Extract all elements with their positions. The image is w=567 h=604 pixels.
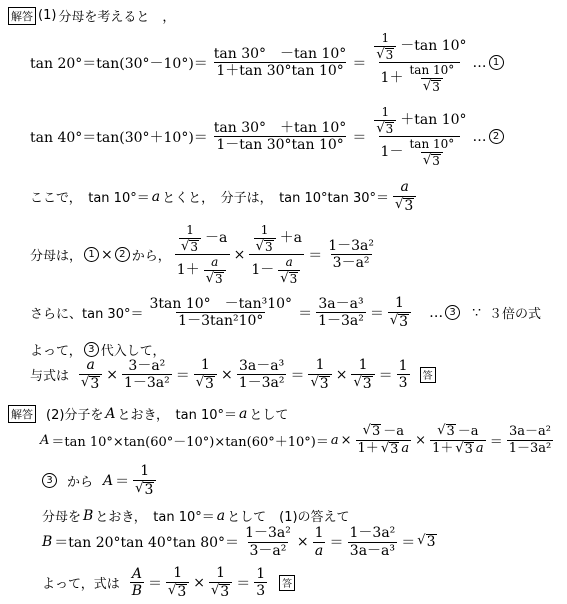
numerator: tan 10° [409, 63, 455, 78]
section2-heading [8, 404, 288, 423]
sqrt: √ 3 [455, 440, 473, 457]
label: 与式は [30, 369, 70, 385]
term: －tan 10° [400, 38, 467, 55]
text: (2)分子を [46, 408, 104, 423]
text: ここで， tan 10°＝ [30, 191, 150, 207]
equals: ＝ [352, 129, 367, 146]
numerator: a [285, 255, 293, 270]
numerator: 1 [173, 565, 183, 581]
denominator [133, 480, 156, 498]
numerator: 1 [358, 357, 368, 373]
numerator: 3－a² [128, 357, 166, 374]
equation-A [40, 424, 555, 456]
expression: ＝tan 20°tan 40°tan 80°＝ [54, 535, 240, 552]
text: 代入して， [100, 344, 166, 359]
denominator: 1－tan 30°tan 10° [216, 137, 344, 154]
fraction [194, 358, 217, 391]
numerator [250, 224, 304, 254]
text: 分母を [42, 510, 82, 525]
text: よって，式は [42, 577, 120, 593]
numerator: 1－3a² [245, 525, 291, 541]
numerator: 1 [186, 223, 194, 237]
equals: ＝ [290, 367, 305, 384]
fraction [430, 424, 486, 456]
sqrt: √ 3 [395, 196, 414, 214]
denominator [175, 254, 230, 285]
fraction [351, 358, 374, 391]
equals: ＝ [489, 434, 503, 450]
denominator [166, 582, 189, 600]
sqrt: √ 3 [437, 423, 455, 439]
times: × [415, 432, 427, 448]
sqrt: √ 3 [417, 533, 436, 551]
times: × [233, 246, 246, 263]
denominator: 1＋ √ 3 a [357, 440, 410, 457]
sqrt: √ 3 [362, 423, 381, 439]
circled-marker: 1 [84, 247, 99, 262]
numerator: √ 3 －a [437, 423, 479, 439]
numerator: 1 [314, 525, 324, 541]
denominator [254, 238, 276, 254]
fraction [374, 32, 396, 61]
ellipsis: … [472, 54, 487, 71]
fraction [348, 526, 398, 558]
sqrt: √ 3 [168, 582, 187, 600]
denominator: 3－a² [332, 255, 370, 272]
fraction [254, 567, 267, 599]
numerator: a [86, 357, 95, 373]
ellipsis: … [472, 128, 487, 145]
times: × [106, 366, 118, 383]
fraction [237, 359, 287, 391]
sqrt: √ 3 [81, 374, 100, 392]
denominator [393, 196, 416, 214]
fraction [122, 359, 172, 391]
variable: a [151, 188, 161, 205]
sqrt: √ 3 [211, 582, 230, 600]
final-line [42, 566, 295, 599]
section1-heading [8, 6, 175, 25]
denominator: 3 [398, 375, 408, 392]
denominator [278, 270, 300, 286]
denominator [421, 152, 443, 168]
fraction [316, 297, 366, 329]
fraction [79, 358, 102, 391]
times: × [220, 366, 233, 383]
circled-marker: 3 [84, 342, 99, 357]
times: × [101, 246, 113, 263]
fraction [204, 256, 226, 285]
fraction [507, 425, 554, 455]
denominator [204, 270, 226, 286]
text: さらに、tan 30°＝ [30, 307, 144, 323]
equation-tan20 [30, 32, 504, 93]
variable: A [40, 432, 50, 448]
denominator: 1－3a² [508, 440, 552, 456]
denominator [379, 136, 461, 167]
numerator [175, 224, 229, 254]
answer-badge: 解答 [8, 7, 36, 25]
numerator: 1 [260, 223, 269, 237]
text: よって， [30, 344, 82, 359]
times: × [340, 432, 352, 448]
substitute-line [30, 340, 166, 359]
numerator: 1 [140, 463, 150, 479]
numerator: tan 30° ＋tan 10° [213, 119, 347, 136]
variable: a [239, 405, 248, 422]
equation-B [42, 526, 437, 558]
answer-mark: 答 [279, 575, 295, 591]
times: × [296, 534, 309, 551]
text: とおき， tan 10°＝ [117, 408, 238, 423]
equals: ＝ [329, 535, 344, 552]
denominator [351, 374, 374, 392]
fraction [212, 121, 349, 153]
from3-line [42, 464, 158, 497]
equals: ＝ [369, 305, 384, 322]
text: 分母は， [30, 249, 83, 265]
numerator: 3a－a³ [238, 357, 285, 374]
sqrt: √ 3 [353, 374, 372, 392]
numerator: a [211, 255, 219, 270]
variable: B [83, 507, 94, 524]
circled-marker: 1 [489, 55, 504, 70]
denominator [379, 62, 461, 93]
fraction [278, 256, 300, 285]
numerator: 1 [200, 357, 210, 373]
variable: A [105, 405, 116, 422]
fraction [249, 224, 304, 285]
equals: ＝ [175, 367, 190, 384]
equals: ＝ [115, 473, 130, 490]
equals: ＝ [308, 247, 323, 264]
equals: ＝ [148, 575, 163, 592]
fraction [212, 47, 349, 79]
denominator-B-line [42, 506, 350, 525]
denominator [209, 582, 232, 600]
eq-lhs: tan 20°＝tan(30°－10°)＝ [30, 55, 208, 72]
answer-badge: 解答 [8, 405, 36, 423]
fraction [393, 180, 416, 213]
sqrt: √ 3 [422, 152, 440, 168]
denominator: 3－a² [249, 542, 287, 559]
denominator [194, 374, 217, 392]
numerator [370, 32, 468, 62]
intro-text: 分母を考えると ， [58, 10, 176, 25]
numerator: tan 30° －tan 10° [213, 45, 347, 62]
numerator: 3a－a² [508, 424, 551, 439]
denominator: B [131, 583, 143, 600]
times: × [335, 366, 348, 383]
numerator: 1 [315, 357, 325, 373]
term: 1－ [380, 144, 404, 161]
fraction [370, 106, 468, 167]
denominator [374, 46, 396, 62]
equation-tan40 [30, 106, 504, 167]
term: 1＋ [380, 70, 404, 87]
denominator: 3a－a³ [349, 542, 395, 559]
sqrt: √ 3 [376, 120, 394, 136]
because-symbol: ∵ [472, 304, 481, 321]
times: × [193, 574, 205, 591]
numerator: 1 [216, 565, 226, 581]
denominator: 1－3a² [318, 313, 364, 330]
sqrt: √ 3 [205, 270, 223, 286]
section-number: (1) [38, 8, 57, 23]
fraction [166, 566, 189, 599]
text: とおき， tan 10°＝ [95, 510, 215, 525]
circled-marker: 2 [489, 129, 504, 144]
denominator: 1－3a² [123, 375, 170, 392]
equals: ＝ [401, 535, 416, 552]
fraction [370, 32, 468, 93]
sqrt: √ 3 [389, 312, 409, 330]
fraction [147, 297, 294, 329]
variable: B [42, 534, 53, 551]
equals: ＝ [378, 367, 393, 384]
equals: ＝ [352, 55, 367, 72]
fraction [130, 567, 144, 599]
numerator: 3a－a³ [318, 295, 364, 312]
denominator [388, 312, 411, 330]
equals: ＝ [236, 575, 251, 592]
sqrt: √ 3 [422, 78, 440, 94]
answer-mark: 答 [420, 367, 436, 383]
sqrt: √ 3 [135, 480, 154, 498]
numerator: 1 [394, 295, 404, 311]
numerator: 1 [381, 31, 390, 45]
denominator: 1＋tan 30°tan 10° [216, 63, 344, 80]
denominator [249, 254, 304, 285]
numerator: 1 [398, 357, 408, 374]
numerator: A [131, 565, 142, 582]
numerator: 3tan 10° －tan³10° [149, 295, 293, 312]
equals: ＝ [298, 305, 313, 322]
numerator: √ 3 －a [362, 423, 405, 439]
fraction [133, 464, 156, 497]
text: から， [131, 249, 171, 265]
denominator: 1－3tan²10° [178, 313, 264, 330]
sqrt: √ 3 [181, 238, 198, 254]
numerator-line [30, 180, 418, 213]
note: ３倍の式 [488, 307, 541, 323]
denominator: 1＋ √ 3 a [432, 440, 484, 457]
numerator: 1 [256, 565, 266, 582]
fraction [397, 359, 410, 391]
text: とくと， 分子は， tan 10°tan 30°＝ [162, 191, 390, 207]
numerator: a [400, 179, 409, 195]
tan30-line [30, 296, 541, 329]
circled-marker: 3 [445, 305, 460, 320]
fraction [243, 526, 293, 558]
fraction [326, 239, 376, 271]
numerator: tan 10° [409, 137, 455, 152]
fraction [356, 424, 412, 456]
fraction [209, 566, 232, 599]
fraction [407, 138, 456, 167]
variable: a [330, 432, 339, 448]
numerator [370, 106, 468, 136]
circled-marker: 2 [115, 247, 130, 262]
term: ＋tan 10° [400, 112, 467, 129]
denominator [79, 374, 102, 392]
denominator [421, 78, 443, 94]
fraction [313, 526, 326, 558]
fraction [179, 224, 201, 253]
fraction [254, 224, 276, 253]
denominator [179, 238, 201, 254]
circled-marker: 3 [42, 473, 57, 488]
numerator: 1－3a² [328, 237, 374, 254]
sqrt: √ 3 [280, 270, 298, 286]
ellipsis: … [429, 304, 444, 321]
fraction [374, 106, 396, 135]
term: －a [204, 230, 228, 247]
text: として [249, 408, 289, 423]
term: ＋a [279, 230, 302, 247]
eq-lhs: tan 40°＝tan(30°＋10°)＝ [30, 129, 208, 146]
sqrt: √ 3 [255, 238, 273, 254]
denominator-line [30, 224, 378, 285]
sqrt: √ 3 [310, 374, 329, 392]
sqrt: √ 3 [376, 46, 394, 62]
variable: a [216, 507, 226, 524]
numerator: 1 [381, 105, 390, 119]
fraction [388, 296, 411, 329]
fraction [175, 224, 230, 285]
denominator [308, 374, 331, 392]
term: 1－ [251, 262, 275, 279]
denominator: 3 [256, 583, 266, 600]
text: から [67, 475, 94, 491]
expression: ＝tan 10°×tan(60°－10°)×tan(60°＋10°)＝ [51, 434, 329, 450]
numerator: 1－3a² [349, 525, 396, 541]
term: 1＋ [176, 262, 200, 279]
denominator: 1－3a² [238, 375, 285, 392]
sqrt: √ 3 [380, 440, 399, 457]
denominator [374, 120, 396, 136]
denominator: a [314, 542, 324, 559]
result-line [30, 358, 436, 391]
variable: A [103, 472, 114, 489]
sqrt: √ 3 [195, 374, 214, 392]
fraction [308, 358, 331, 391]
fraction [407, 64, 456, 93]
text: として (1)の答えて [227, 510, 350, 525]
